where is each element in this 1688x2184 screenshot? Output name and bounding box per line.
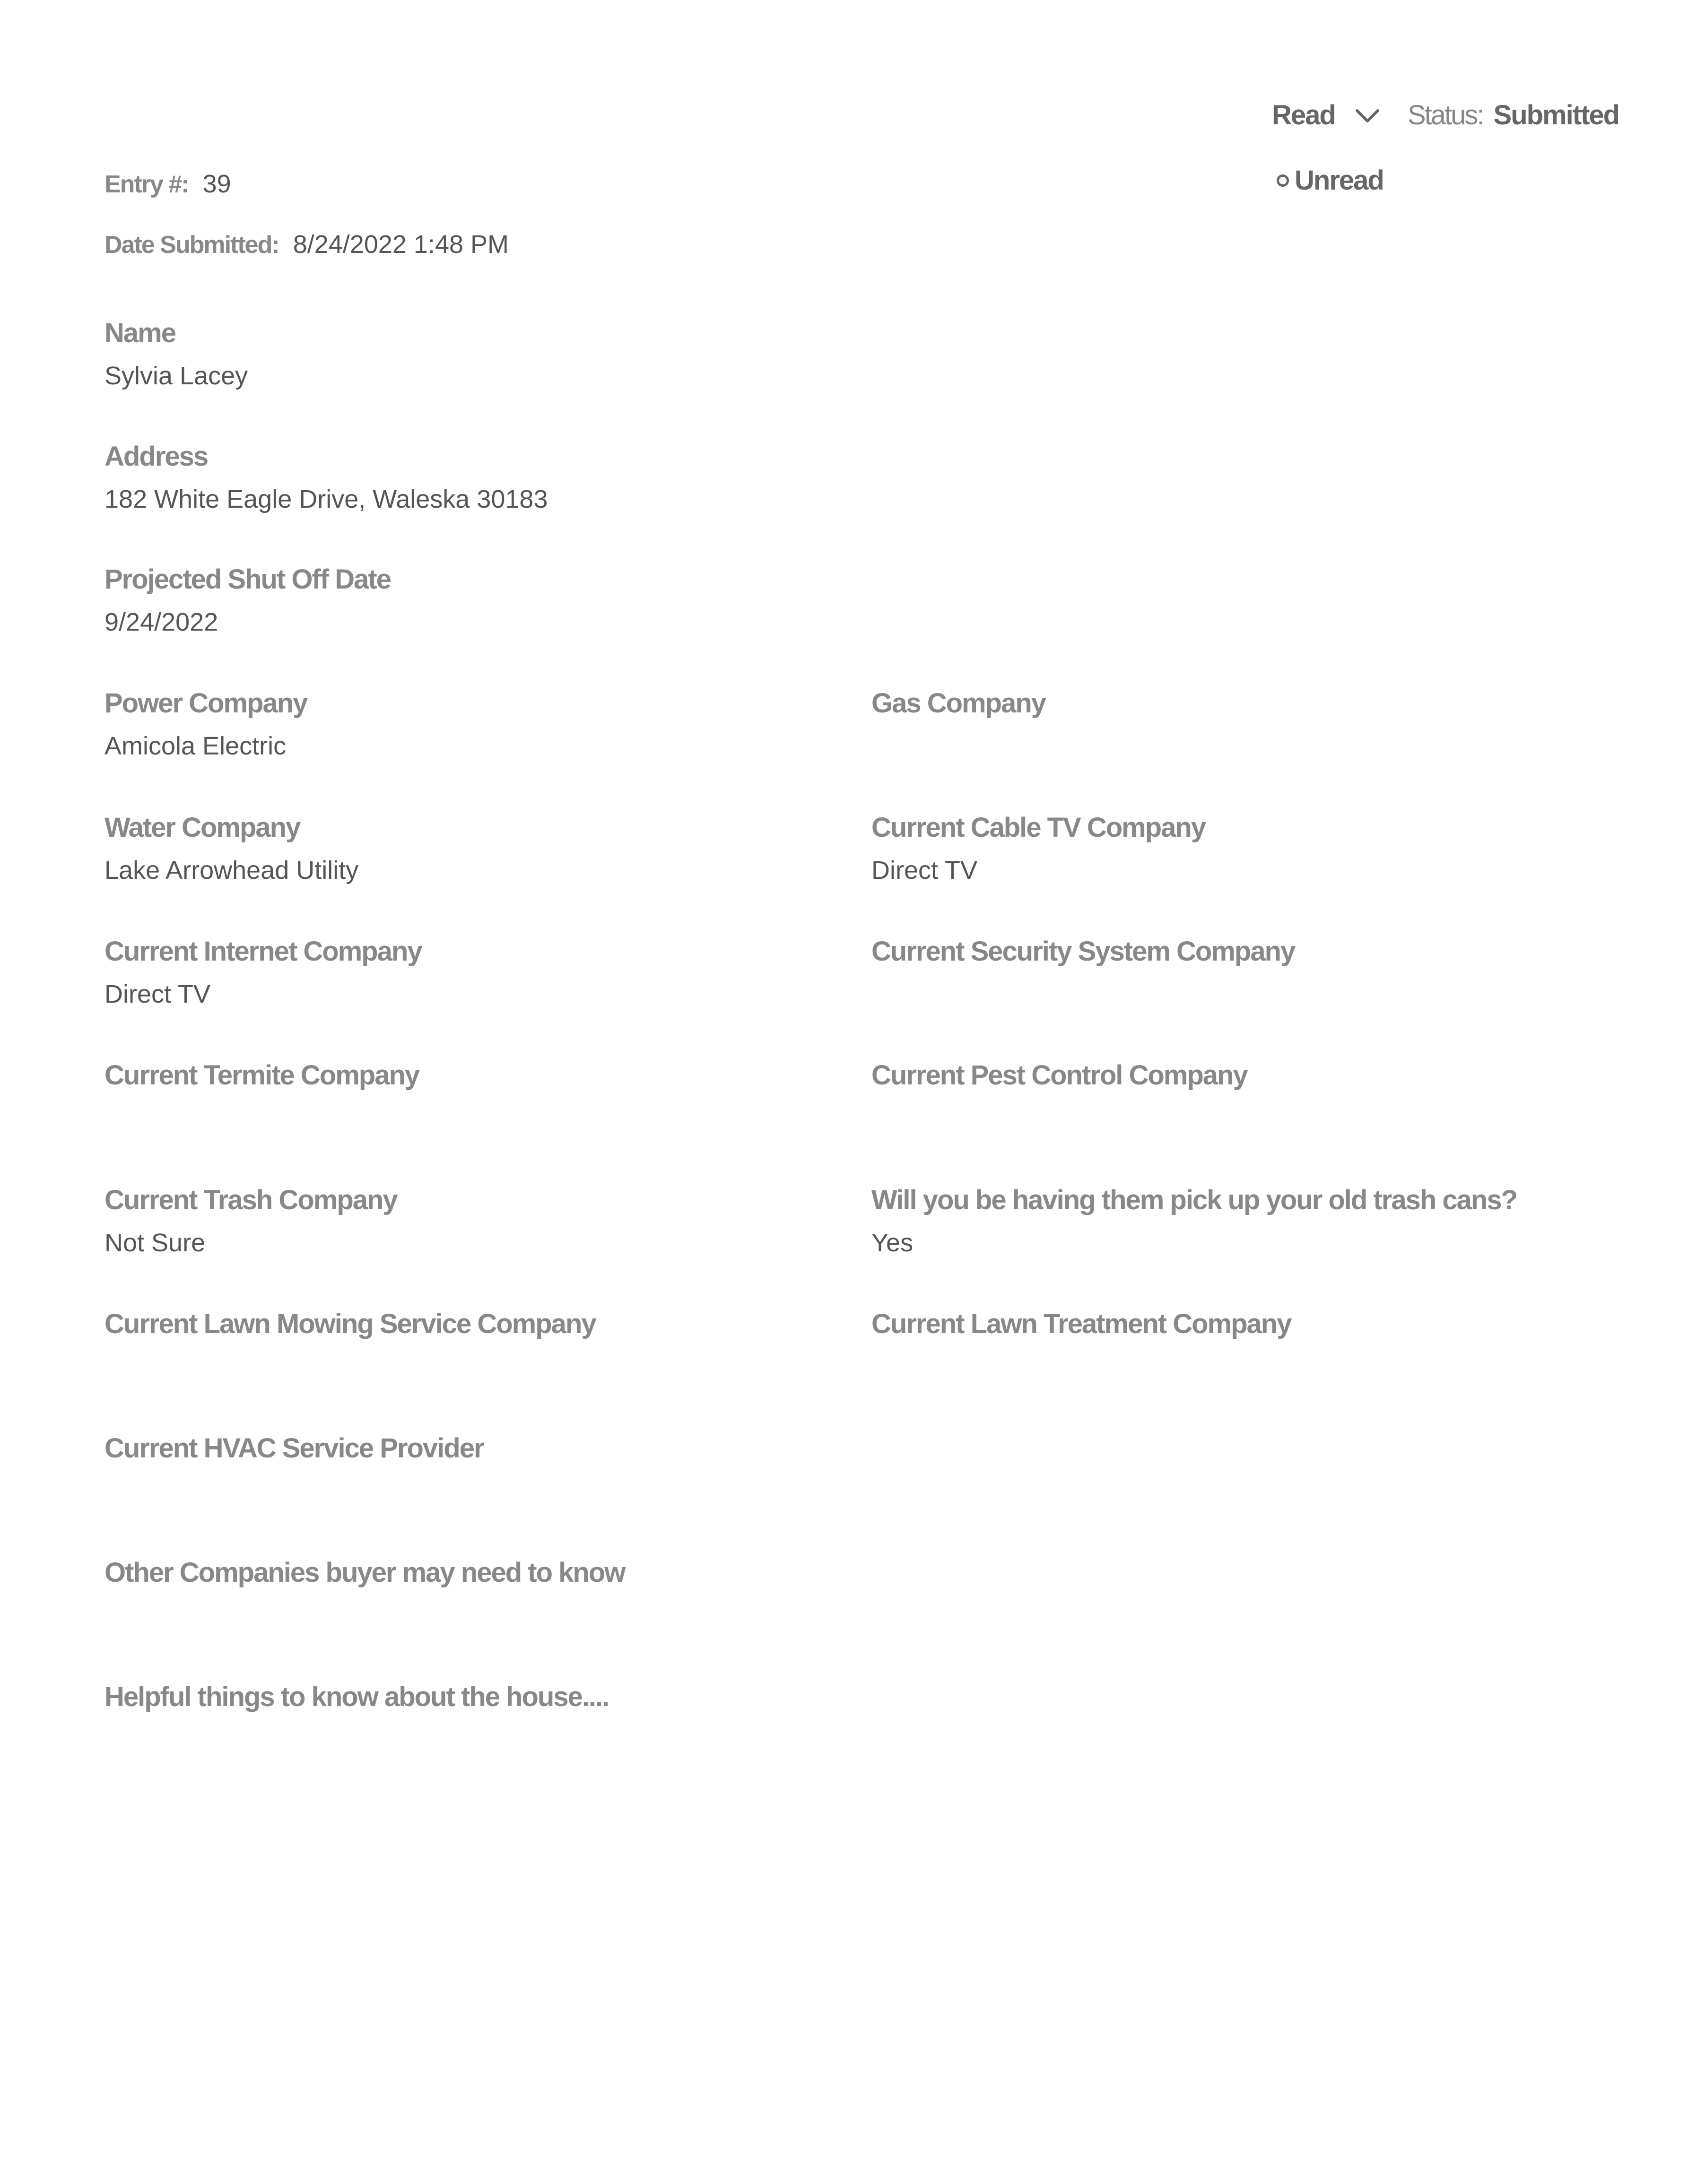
field-label: Water Company <box>104 812 300 843</box>
field-value <box>104 1603 814 1628</box>
field-label: Address <box>104 441 208 472</box>
field-name <box>104 320 814 389</box>
field-power-company <box>104 690 814 759</box>
field-value <box>104 1105 814 1131</box>
field-other-companies <box>104 1559 814 1628</box>
field-label: Current Lawn Treatment Company <box>871 1309 1291 1339</box>
field-address <box>104 443 814 512</box>
status-value: Submitted <box>1493 100 1619 130</box>
unread-option-label: Unread <box>1295 165 1383 196</box>
chevron-down-icon <box>1354 106 1381 125</box>
field-trash-can-pickup <box>871 1187 1581 1256</box>
field-label: Gas Company <box>871 688 1045 719</box>
status-label: Status: <box>1408 100 1483 130</box>
field-lawn-mowing-company <box>104 1310 814 1379</box>
field-label: Power Company <box>104 688 307 719</box>
field-hvac-service-provider <box>104 1435 814 1504</box>
field-value <box>104 1354 814 1379</box>
unread-radio-icon[interactable] <box>1277 174 1289 187</box>
field-value: Amicola Electric <box>104 732 287 760</box>
field-value: Not Sure <box>104 1229 206 1257</box>
field-label: Current Lawn Mowing Service Company <box>104 1309 596 1339</box>
field-value <box>871 1105 1581 1131</box>
date-submitted-value: 8/24/2022 1:48 PM <box>293 230 509 259</box>
read-status-dropdown[interactable] <box>1272 99 1381 131</box>
field-value: 182 White Eagle Drive, Waleska 30183 <box>104 485 548 513</box>
field-cable-tv-company <box>871 814 1581 883</box>
field-pest-control-company <box>871 1062 1581 1131</box>
field-value: Sylvia Lacey <box>104 362 248 390</box>
field-value <box>871 981 1581 1007</box>
field-value <box>104 1727 814 1752</box>
field-gas-company <box>871 690 1581 759</box>
field-value <box>104 1478 814 1504</box>
field-label: Current Termite Company <box>104 1060 419 1091</box>
field-internet-company <box>104 938 814 1007</box>
field-value: Direct TV <box>104 980 211 1008</box>
field-value: Lake Arrowhead Utility <box>104 856 359 884</box>
field-value: Yes <box>871 1229 914 1257</box>
field-label: Name <box>104 318 175 348</box>
field-value: 9/24/2022 <box>104 608 218 636</box>
field-label: Current Security System Company <box>871 936 1295 967</box>
field-label: Other Companies buyer may need to know <box>104 1557 625 1588</box>
field-projected-shut-off-date <box>104 566 814 635</box>
entry-number-row <box>104 169 231 199</box>
field-label: Current HVAC Service Provider <box>104 1433 484 1464</box>
field-helpful-things <box>104 1683 814 1752</box>
field-label: Will you be having them pick up your old trash cans? <box>871 1185 1517 1215</box>
field-value <box>871 1354 1581 1379</box>
entry-number-value: 39 <box>202 170 231 198</box>
field-water-company <box>104 814 814 883</box>
entry-number-label: Entry #: <box>104 171 189 198</box>
entry-status <box>1408 99 1619 131</box>
field-label: Helpful things to know about the house.... <box>104 1681 609 1712</box>
date-submitted-row <box>104 230 509 259</box>
unread-option[interactable] <box>1277 165 1383 196</box>
field-termite-company <box>104 1062 814 1131</box>
read-dropdown-label: Read <box>1272 100 1335 130</box>
field-label: Projected Shut Off Date <box>104 564 391 595</box>
field-value <box>871 733 1581 759</box>
field-label: Current Internet Company <box>104 936 422 967</box>
field-security-system-company <box>871 938 1581 1007</box>
field-lawn-treatment-company <box>871 1310 1581 1379</box>
field-label: Current Cable TV Company <box>871 812 1206 843</box>
field-label: Current Trash Company <box>104 1185 397 1215</box>
field-value: Direct TV <box>871 856 978 884</box>
field-label: Current Pest Control Company <box>871 1060 1247 1091</box>
date-submitted-label: Date Submitted: <box>104 231 279 259</box>
field-trash-company <box>104 1187 814 1256</box>
